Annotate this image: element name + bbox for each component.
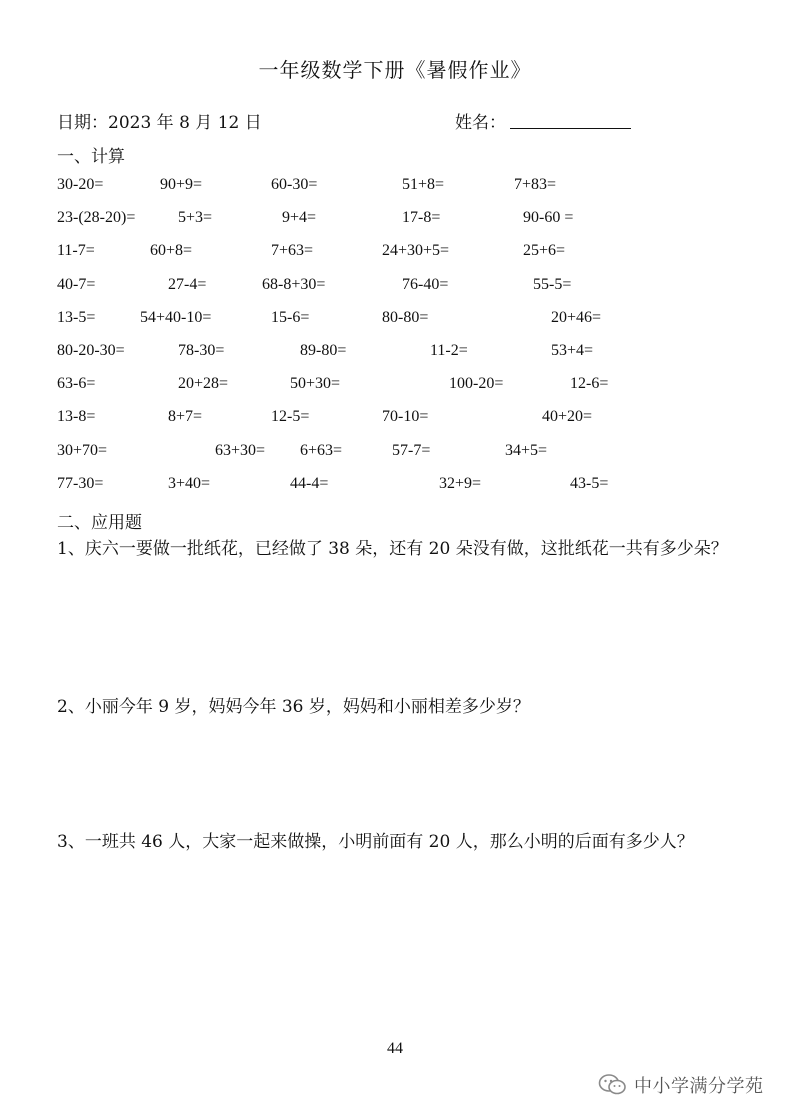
watermark bbox=[598, 1073, 764, 1097]
calc-problem: 9+4= bbox=[282, 209, 317, 226]
calc-problem: 8+7= bbox=[168, 408, 203, 425]
calc-problem: 25+6= bbox=[523, 242, 566, 259]
calc-problem: 11-2= bbox=[430, 342, 468, 359]
calc-problem: 17-8= bbox=[402, 209, 441, 226]
section-heading-word-problems: 二、应用题 bbox=[57, 513, 142, 533]
wechat-icon bbox=[598, 1073, 628, 1097]
name-blank-line bbox=[510, 128, 631, 129]
calc-problem: 60+8= bbox=[150, 242, 193, 259]
calc-problem: 40-7= bbox=[57, 276, 96, 293]
calc-problem: 34+5= bbox=[505, 442, 548, 459]
page-title: 一年级数学下册《暑假作业》 bbox=[258, 58, 532, 82]
calc-problem: 5+3= bbox=[178, 209, 213, 226]
section-heading-calculation: 一、计算 bbox=[57, 147, 125, 167]
calc-problem: 13-8= bbox=[57, 408, 96, 425]
calc-problem: 23-(28-20)= bbox=[57, 209, 136, 226]
calc-problem: 24+30+5= bbox=[382, 242, 450, 259]
calc-problem: 6+63= bbox=[300, 442, 343, 459]
calc-problem: 20+28= bbox=[178, 375, 229, 392]
calc-problem: 63-6= bbox=[57, 375, 96, 392]
word-problem-2: 2、小丽今年 9 岁，妈妈今年 36 岁，妈妈和小丽相差多少岁？ bbox=[57, 697, 530, 717]
calc-problem: 50+30= bbox=[290, 375, 341, 392]
calc-problem: 54+40-10= bbox=[140, 309, 212, 326]
calc-problem: 43-5= bbox=[570, 475, 609, 492]
calc-problem: 3+40= bbox=[168, 475, 211, 492]
calc-problem: 15-6= bbox=[271, 309, 310, 326]
calc-problem: 53+4= bbox=[551, 342, 594, 359]
calc-problem: 76-40= bbox=[402, 276, 449, 293]
word-problem-3: 3、一班共 46 人，大家一起来做操，小明前面有 20 人，那么小明的后面有多少人？ bbox=[57, 832, 694, 852]
calc-problem: 78-30= bbox=[178, 342, 225, 359]
calc-problem: 51+8= bbox=[402, 176, 445, 193]
calc-problem: 30-20= bbox=[57, 176, 104, 193]
calc-problem: 100-20= bbox=[449, 375, 504, 392]
calc-problem: 89-80= bbox=[300, 342, 347, 359]
calc-problem: 70-10= bbox=[382, 408, 429, 425]
calc-problem: 7+83= bbox=[514, 176, 557, 193]
calc-problem: 32+9= bbox=[439, 475, 482, 492]
watermark-text: 中小学满分学苑 bbox=[634, 1076, 764, 1097]
calc-problem: 30+70= bbox=[57, 442, 108, 459]
calc-problem: 90-60 = bbox=[523, 209, 574, 226]
calc-problem: 20+46= bbox=[551, 309, 602, 326]
calc-problem: 7+63= bbox=[271, 242, 314, 259]
word-problem-1: 1、庆六一要做一批纸花，已经做了 38 朵，还有 20 朵没有做，这批纸花一共有多少朵？ bbox=[57, 539, 728, 559]
calc-problem: 44-4= bbox=[290, 475, 329, 492]
calc-problem: 80-80= bbox=[382, 309, 429, 326]
calc-problem: 13-5= bbox=[57, 309, 96, 326]
calc-problem: 57-7= bbox=[392, 442, 431, 459]
calc-problem: 63+30= bbox=[215, 442, 266, 459]
calc-problem: 80-20-30= bbox=[57, 342, 125, 359]
page-number: 44 bbox=[387, 1040, 403, 1057]
calc-problem: 12-5= bbox=[271, 408, 310, 425]
name-label: 姓名： bbox=[455, 113, 506, 133]
calc-problem: 27-4= bbox=[168, 276, 207, 293]
calc-problem: 60-30= bbox=[271, 176, 318, 193]
calc-problem: 40+20= bbox=[542, 408, 593, 425]
calc-problem: 77-30= bbox=[57, 475, 104, 492]
calc-problem: 11-7= bbox=[57, 242, 95, 259]
calc-problem: 68-8+30= bbox=[262, 276, 326, 293]
calc-problem: 90+9= bbox=[160, 176, 203, 193]
calc-problem: 12-6= bbox=[570, 375, 609, 392]
calc-problem: 55-5= bbox=[533, 276, 572, 293]
date-line: 日期：2023 年 8 月 12 日 bbox=[57, 113, 262, 133]
